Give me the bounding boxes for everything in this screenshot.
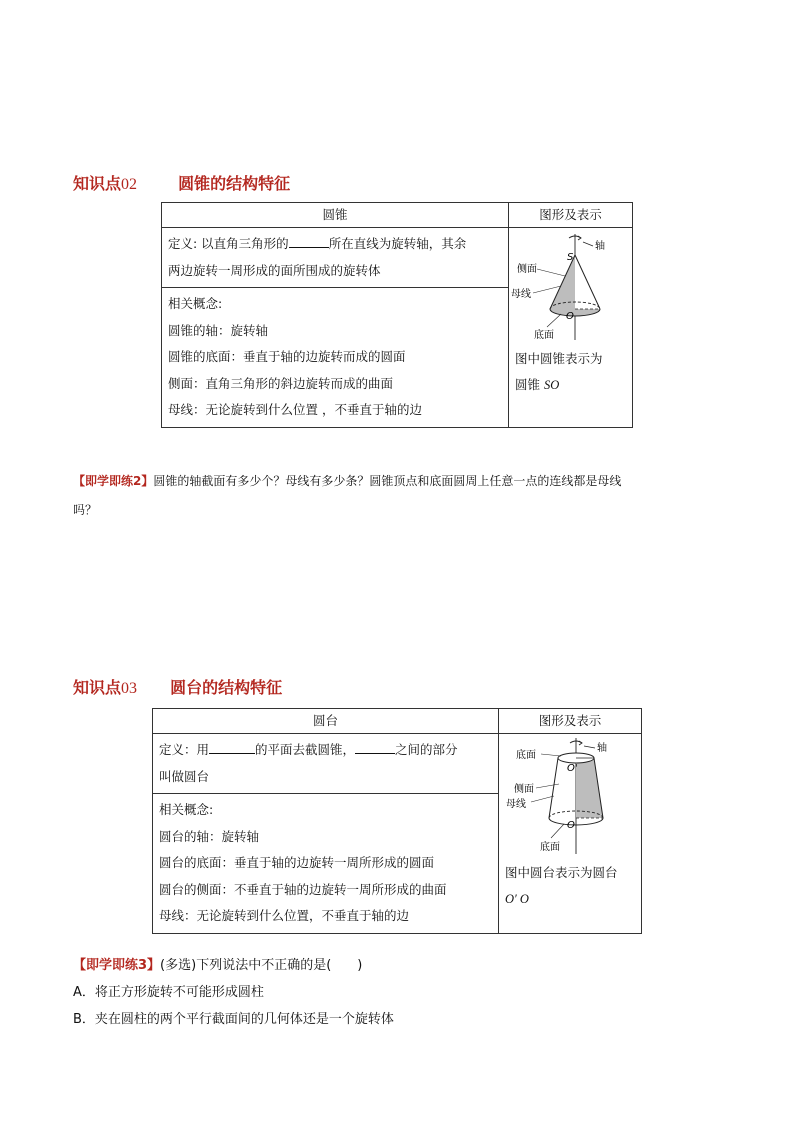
frustum-col-header: 圆台	[153, 709, 499, 734]
section-label: 知识点	[73, 678, 122, 697]
side-pointer	[536, 784, 559, 788]
figure-col-header: 图形及表示	[509, 203, 633, 228]
side-label: 侧面	[517, 264, 537, 275]
caption-symbol: O′ O	[505, 892, 529, 906]
base-pointer	[547, 314, 561, 327]
frustum-table	[152, 708, 642, 934]
exercise-3	[73, 954, 362, 973]
exercise-tag: 【即学即练2】	[73, 474, 154, 488]
caption-line: 图中圆台表示为圆台	[505, 865, 618, 880]
frustum-caption	[499, 860, 641, 912]
bottom-base-pointer	[551, 824, 564, 838]
bottom-center-label: O	[567, 820, 575, 831]
cone-col-header: 圆锥	[162, 203, 509, 228]
concept-line: 圆锥的底面：垂直于轴的边旋转而成的圆面	[168, 349, 406, 364]
cone-table	[161, 202, 633, 428]
concept-line: 相关概念:	[168, 296, 223, 311]
frustum-concepts-cell	[153, 794, 499, 934]
center-label: O	[566, 311, 574, 322]
caption-symbol: SO	[543, 378, 560, 392]
concept-line: 圆锥的轴：旋转轴	[168, 322, 269, 338]
top-base-pointer	[541, 754, 561, 756]
cone-figure-cell	[509, 228, 633, 428]
concept-line: 母线：无论旋转到什么位置，不垂直于轴的边	[159, 908, 410, 923]
figure-col-header: 图形及表示	[499, 709, 642, 734]
definition-text: 两边旋转一周形成的面所围成的旋转体	[168, 262, 381, 278]
frustum-figure-cell	[499, 734, 642, 934]
frustum-definition-cell	[153, 734, 499, 794]
exercise-question: 圆锥的轴截面有多少个？母线有多少条？圆锥顶点和底面圆周上任意一点的连线都是母线	[153, 474, 622, 488]
option-a: A．将正方形旋转不可能形成圆柱	[73, 985, 264, 1000]
section-title: 圆锥的结构特征	[178, 174, 291, 193]
answer-blank	[209, 739, 255, 754]
section-heading-03	[73, 675, 282, 698]
frustum-generatrix-left	[549, 758, 558, 818]
exercise-question-cont: 吗？	[73, 503, 98, 517]
exercise-question: (多选)下列说法中不正确的是( )	[160, 958, 363, 973]
apex-label: S	[567, 252, 574, 263]
side-label: 侧面	[514, 784, 534, 795]
generatrix-pointer	[531, 796, 554, 802]
definition-text: 定义: 以直角三角形的	[168, 236, 289, 251]
definition-text: 所在直线为旋转轴，其余	[328, 236, 467, 251]
section-number: 03	[121, 680, 138, 697]
concept-line: 圆台的轴：旋转轴	[159, 828, 260, 844]
cone-definition-cell	[162, 228, 509, 288]
exercise-tag: 【即学即练3】	[73, 958, 161, 973]
caption-line: 图中圆锥表示为	[515, 351, 603, 366]
generatrix-label: 母线	[506, 799, 526, 810]
answer-blank	[289, 233, 329, 248]
axis-label: 轴	[595, 241, 605, 252]
top-center-label: O'	[567, 763, 578, 774]
side-pointer	[537, 269, 565, 276]
concept-line: 相关概念:	[159, 802, 214, 817]
base-label: 底面	[534, 330, 554, 341]
concept-line: 圆台的底面：垂直于轴的边旋转一周所形成的圆面	[159, 855, 435, 870]
concept-line: 母线：无论旋转到什么位置 ，不垂直于轴的边	[168, 402, 422, 417]
top-base-label: 底面	[516, 750, 536, 761]
option-b: B．夹在圆柱的两个平行截面间的几何体还是一个旋转体	[73, 1012, 394, 1027]
axis-label: 轴	[597, 743, 607, 754]
frustum-diagram	[499, 734, 641, 860]
exercise-2	[73, 467, 621, 525]
concept-line: 侧面：直角三角形的斜边旋转而成的曲面	[168, 375, 394, 391]
bottom-base-label: 底面	[540, 842, 560, 853]
answer-blank	[355, 739, 395, 754]
cone-diagram	[509, 228, 632, 346]
section-label: 知识点	[73, 174, 122, 193]
section-heading-02	[73, 171, 290, 194]
definition-text: 之间的部分	[395, 742, 458, 757]
definition-text: 的平面去截圆锥，	[255, 742, 356, 757]
cone-caption	[509, 346, 632, 398]
caption-prefix: 圆锥	[515, 377, 544, 392]
definition-text: 定义：用	[159, 742, 210, 757]
generatrix-pointer	[533, 286, 561, 293]
concept-line: 圆台的侧面：不垂直于轴的边旋转一周所形成的曲面	[159, 881, 447, 897]
generatrix-label: 母线	[511, 289, 531, 300]
definition-text: 叫做圆台	[159, 768, 210, 784]
cone-concepts-cell	[162, 288, 509, 428]
section-number: 02	[121, 176, 138, 193]
section-title: 圆台的结构特征	[170, 678, 283, 697]
